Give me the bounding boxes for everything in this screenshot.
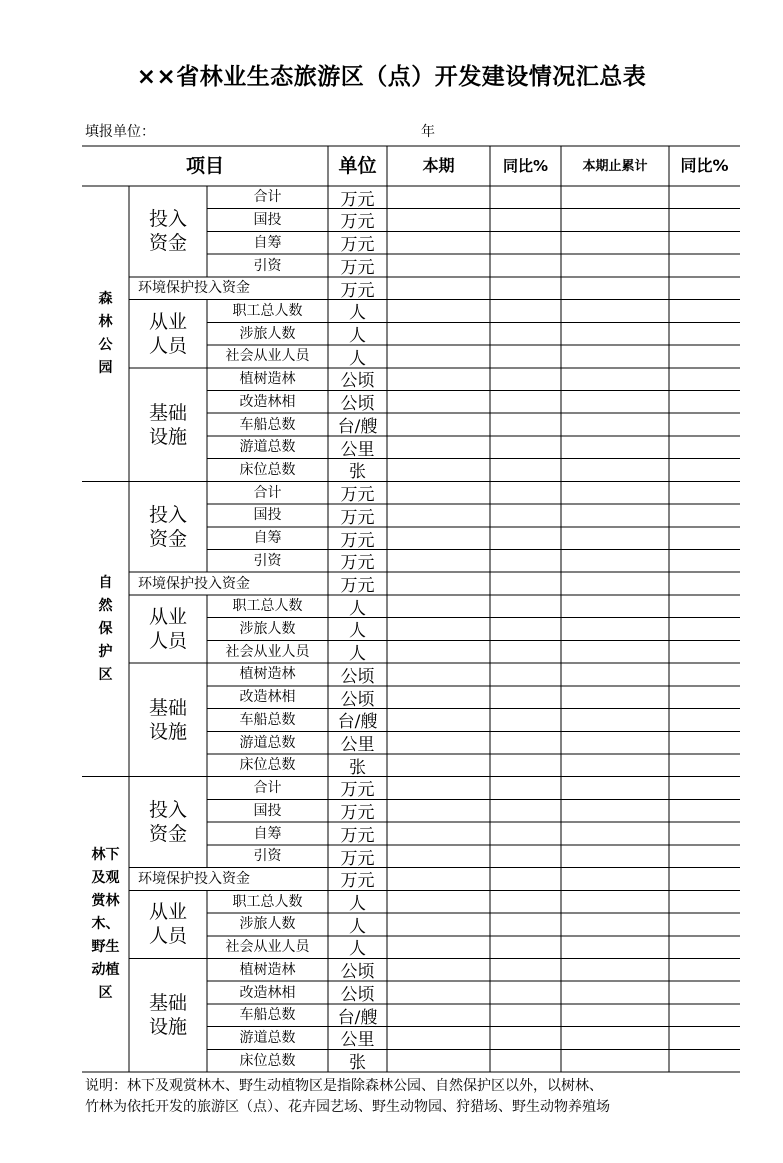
yoy-cumulative-value[interactable] [669, 572, 740, 595]
cumulative-value[interactable] [561, 550, 669, 573]
current-value[interactable] [387, 300, 490, 323]
current-value[interactable] [387, 186, 490, 209]
unit-cell: 人 [349, 326, 366, 346]
group-label: 森 林 公 园 [98, 290, 113, 376]
unit-cell: 人 [349, 644, 366, 664]
cumulative-value[interactable] [561, 868, 669, 891]
current-value[interactable] [387, 209, 490, 232]
category-investment: 投入 资金 [148, 208, 187, 255]
yoy-value[interactable] [490, 527, 561, 550]
unit-cell: 万元 [340, 871, 375, 891]
cumulative-value[interactable] [561, 686, 669, 709]
yoy-cumulative-value[interactable] [669, 913, 740, 936]
item-label: 游道总数 [239, 734, 296, 751]
yoy-cumulative-value[interactable] [669, 1027, 740, 1050]
current-value[interactable] [387, 572, 490, 595]
yoy-value[interactable] [490, 390, 561, 413]
yoy-value[interactable] [490, 799, 561, 822]
current-value[interactable] [387, 890, 490, 913]
yoy-cumulative-value[interactable] [669, 1004, 740, 1027]
yoy-value[interactable] [490, 481, 561, 504]
cumulative-value[interactable] [561, 777, 669, 800]
yoy-cumulative-value[interactable] [669, 845, 740, 868]
item-label: 职工总人数 [232, 598, 303, 615]
current-value[interactable] [387, 231, 490, 254]
cumulative-value[interactable] [561, 254, 669, 277]
current-value[interactable] [387, 913, 490, 936]
yoy-cumulative-value[interactable] [669, 459, 740, 482]
unit-cell: 公顷 [340, 394, 375, 414]
category-infrastructure: 基础 设施 [148, 696, 187, 743]
item-label: 环境保护投入资金 [138, 870, 250, 887]
yoy-value[interactable] [490, 640, 561, 663]
unit-cell: 公顷 [340, 962, 375, 982]
item-label: 引资 [253, 257, 282, 274]
group-label: 自 然 保 护 区 [98, 574, 113, 683]
unit-cell: 万元 [340, 189, 375, 209]
cumulative-value[interactable] [561, 981, 669, 1004]
item-label: 游道总数 [239, 1029, 296, 1046]
cumulative-value[interactable] [561, 322, 669, 345]
current-value[interactable] [387, 481, 490, 504]
yoy-cumulative-value[interactable] [669, 754, 740, 777]
unit-cell: 张 [349, 757, 366, 777]
current-value[interactable] [387, 1049, 490, 1072]
item-label: 涉旅人数 [239, 325, 296, 342]
yoy-value[interactable] [490, 754, 561, 777]
unit-cell: 万元 [340, 257, 375, 277]
current-value[interactable] [387, 822, 490, 845]
cumulative-value[interactable] [561, 209, 669, 232]
yoy-value[interactable] [490, 1049, 561, 1072]
yoy-value[interactable] [490, 1027, 561, 1050]
unit-cell: 万元 [340, 280, 375, 300]
yoy-cumulative-value[interactable] [669, 890, 740, 913]
yoy-value[interactable] [490, 231, 561, 254]
item-label: 车船总数 [239, 1007, 296, 1024]
header-current: 本期 [422, 156, 455, 175]
item-label: 引资 [253, 552, 282, 569]
unit-cell: 万元 [340, 530, 375, 550]
yoy-value[interactable] [490, 572, 561, 595]
category-staff: 从业 人员 [148, 310, 187, 357]
item-label: 国投 [253, 507, 282, 524]
unit-cell: 人 [349, 621, 366, 641]
current-value[interactable] [387, 413, 490, 436]
item-label: 植树造林 [239, 371, 296, 388]
header-yoy: 同比% [502, 156, 549, 175]
current-value[interactable] [387, 777, 490, 800]
yoy-value[interactable] [490, 595, 561, 618]
current-value[interactable] [387, 731, 490, 754]
category-staff: 从业 人员 [148, 606, 187, 653]
item-label: 国投 [253, 802, 282, 819]
page-title: ××省林业生态旅游区（点）开发建设情况汇总表 [136, 64, 647, 90]
unit-cell: 万元 [340, 575, 375, 595]
current-value[interactable] [387, 1027, 490, 1050]
current-value[interactable] [387, 322, 490, 345]
yoy-cumulative-value[interactable] [669, 413, 740, 436]
unit-cell: 公里 [340, 734, 375, 754]
current-value[interactable] [387, 527, 490, 550]
current-value[interactable] [387, 799, 490, 822]
unit-cell: 万元 [340, 825, 375, 845]
note-line-1: 说明：林下及观赏林木、野生动植物区是指除森林公园、自然保护区以外，以树林、 [85, 1078, 603, 1094]
cumulative-value[interactable] [561, 845, 669, 868]
group-label: 林下 及观 赏林 木、 野生 动植 区 [91, 846, 120, 1001]
yoy-value[interactable] [490, 731, 561, 754]
current-value[interactable] [387, 868, 490, 891]
cumulative-value[interactable] [561, 731, 669, 754]
current-value[interactable] [387, 709, 490, 732]
current-value[interactable] [387, 958, 490, 981]
item-label: 涉旅人数 [239, 621, 296, 638]
unit-cell: 万元 [340, 780, 375, 800]
item-label: 床位总数 [239, 1052, 296, 1069]
yoy-cumulative-value[interactable] [669, 981, 740, 1004]
cumulative-value[interactable] [561, 595, 669, 618]
unit-cell: 公里 [340, 439, 375, 459]
header-cumulative: 本期止累计 [582, 158, 648, 174]
cumulative-value[interactable] [561, 936, 669, 959]
header-item: 项目 [185, 154, 224, 177]
item-label: 植树造林 [239, 666, 296, 683]
unit-cell: 公顷 [340, 984, 375, 1004]
unit-cell: 人 [349, 303, 366, 323]
item-label: 国投 [253, 212, 282, 229]
cumulative-value[interactable] [561, 527, 669, 550]
item-label: 自筹 [253, 530, 282, 547]
yoy-value[interactable] [490, 277, 561, 300]
yoy-value[interactable] [490, 709, 561, 732]
cumulative-value[interactable] [561, 663, 669, 686]
unit-cell: 公顷 [340, 371, 375, 391]
current-value[interactable] [387, 368, 490, 391]
item-label: 自筹 [253, 234, 282, 251]
item-label: 植树造林 [239, 961, 296, 978]
item-label: 游道总数 [239, 439, 296, 456]
yoy-cumulative-value[interactable] [669, 390, 740, 413]
item-label: 改造林相 [239, 689, 296, 706]
yoy-value[interactable] [490, 254, 561, 277]
yoy-value[interactable] [490, 981, 561, 1004]
yoy-cumulative-value[interactable] [669, 277, 740, 300]
current-value[interactable] [387, 936, 490, 959]
cumulative-value[interactable] [561, 481, 669, 504]
unit-cell: 人 [349, 598, 366, 618]
unit-cell: 人 [349, 894, 366, 914]
unit-cell: 万元 [340, 212, 375, 232]
item-label: 社会从业人员 [225, 939, 310, 956]
current-value[interactable] [387, 254, 490, 277]
unit-cell: 公顷 [340, 689, 375, 709]
item-label: 环境保护投入资金 [138, 280, 250, 297]
item-label: 合计 [253, 189, 282, 206]
current-value[interactable] [387, 459, 490, 482]
yoy-value[interactable] [490, 868, 561, 891]
yoy-value[interactable] [490, 936, 561, 959]
current-value[interactable] [387, 640, 490, 663]
current-value[interactable] [387, 686, 490, 709]
cumulative-value[interactable] [561, 413, 669, 436]
cumulative-value[interactable] [561, 958, 669, 981]
yoy-value[interactable] [490, 209, 561, 232]
yoy-value[interactable] [490, 300, 561, 323]
cumulative-value[interactable] [561, 754, 669, 777]
cumulative-value[interactable] [561, 300, 669, 323]
item-label: 合计 [253, 780, 282, 797]
cumulative-value[interactable] [561, 618, 669, 641]
current-value[interactable] [387, 436, 490, 459]
yoy-cumulative-value[interactable] [669, 504, 740, 527]
current-value[interactable] [387, 277, 490, 300]
yoy-cumulative-value[interactable] [669, 527, 740, 550]
unit-cell: 万元 [340, 485, 375, 505]
header-yoy-cumulative: 同比% [680, 156, 729, 175]
yoy-cumulative-value[interactable] [669, 368, 740, 391]
current-value[interactable] [387, 595, 490, 618]
current-value[interactable] [387, 390, 490, 413]
unit-cell: 张 [349, 462, 366, 482]
yoy-cumulative-value[interactable] [669, 731, 740, 754]
unit-cell: 人 [349, 916, 366, 936]
unit-cell: 万元 [340, 507, 375, 527]
cumulative-value[interactable] [561, 345, 669, 368]
category-investment: 投入 资金 [148, 503, 187, 550]
item-label: 职工总人数 [232, 893, 303, 910]
item-label: 合计 [253, 484, 282, 501]
yoy-value[interactable] [490, 186, 561, 209]
yoy-value[interactable] [490, 845, 561, 868]
cumulative-value[interactable] [561, 368, 669, 391]
cumulative-value[interactable] [561, 231, 669, 254]
cumulative-value[interactable] [561, 436, 669, 459]
cumulative-value[interactable] [561, 709, 669, 732]
cumulative-value[interactable] [561, 1004, 669, 1027]
report-year-label: 年 [421, 124, 435, 140]
yoy-value[interactable] [490, 663, 561, 686]
item-label: 环境保护投入资金 [138, 575, 250, 592]
yoy-cumulative-value[interactable] [669, 663, 740, 686]
current-value[interactable] [387, 845, 490, 868]
yoy-value[interactable] [490, 686, 561, 709]
current-value[interactable] [387, 663, 490, 686]
yoy-cumulative-value[interactable] [669, 686, 740, 709]
unit-cell: 台/艘 [337, 1007, 378, 1027]
item-label: 自筹 [253, 825, 282, 842]
cumulative-value[interactable] [561, 459, 669, 482]
category-staff: 从业 人员 [148, 901, 187, 948]
unit-cell: 人 [349, 939, 366, 959]
yoy-value[interactable] [490, 958, 561, 981]
cumulative-value[interactable] [561, 186, 669, 209]
yoy-value[interactable] [490, 368, 561, 391]
cumulative-value[interactable] [561, 913, 669, 936]
current-value[interactable] [387, 550, 490, 573]
yoy-cumulative-value[interactable] [669, 209, 740, 232]
note-line-2: 竹林为依托开发的旅游区（点）、花卉园艺场、野生动物园、狩猎场、野生动物养殖场 [85, 1099, 610, 1115]
item-label: 社会从业人员 [225, 643, 310, 660]
yoy-cumulative-value[interactable] [669, 618, 740, 641]
current-value[interactable] [387, 345, 490, 368]
item-label: 涉旅人数 [239, 916, 296, 933]
current-value[interactable] [387, 981, 490, 1004]
unit-cell: 人 [349, 348, 366, 368]
yoy-value[interactable] [490, 550, 561, 573]
yoy-cumulative-value[interactable] [669, 186, 740, 209]
yoy-cumulative-value[interactable] [669, 868, 740, 891]
yoy-cumulative-value[interactable] [669, 936, 740, 959]
item-label: 职工总人数 [232, 302, 303, 319]
cumulative-value[interactable] [561, 504, 669, 527]
yoy-value[interactable] [490, 436, 561, 459]
yoy-cumulative-value[interactable] [669, 958, 740, 981]
yoy-cumulative-value[interactable] [669, 1049, 740, 1072]
yoy-value[interactable] [490, 504, 561, 527]
item-label: 引资 [253, 848, 282, 865]
item-label: 车船总数 [239, 711, 296, 728]
yoy-value[interactable] [490, 777, 561, 800]
table-note [85, 1076, 775, 1118]
current-value[interactable] [387, 618, 490, 641]
cumulative-value[interactable] [561, 1027, 669, 1050]
item-label: 床位总数 [239, 757, 296, 774]
unit-cell: 万元 [340, 803, 375, 823]
yoy-cumulative-value[interactable] [669, 595, 740, 618]
yoy-value[interactable] [490, 459, 561, 482]
yoy-cumulative-value[interactable] [669, 345, 740, 368]
report-unit-label: 填报单位： [85, 124, 155, 140]
unit-cell: 台/艘 [337, 712, 378, 732]
unit-cell: 张 [349, 1053, 366, 1073]
yoy-value[interactable] [490, 413, 561, 436]
yoy-cumulative-value[interactable] [669, 300, 740, 323]
category-investment: 投入 资金 [148, 799, 187, 846]
yoy-cumulative-value[interactable] [669, 322, 740, 345]
item-label: 床位总数 [239, 461, 296, 478]
current-value[interactable] [387, 1004, 490, 1027]
yoy-cumulative-value[interactable] [669, 822, 740, 845]
cumulative-value[interactable] [561, 799, 669, 822]
current-value[interactable] [387, 754, 490, 777]
yoy-value[interactable] [490, 618, 561, 641]
item-label: 社会从业人员 [225, 348, 310, 365]
yoy-value[interactable] [490, 345, 561, 368]
cumulative-value[interactable] [561, 572, 669, 595]
yoy-cumulative-value[interactable] [669, 640, 740, 663]
unit-cell: 万元 [340, 848, 375, 868]
yoy-value[interactable] [490, 913, 561, 936]
yoy-value[interactable] [490, 822, 561, 845]
unit-cell: 公里 [340, 1030, 375, 1050]
yoy-value[interactable] [490, 890, 561, 913]
yoy-value[interactable] [490, 322, 561, 345]
yoy-cumulative-value[interactable] [669, 799, 740, 822]
cumulative-value[interactable] [561, 640, 669, 663]
category-infrastructure: 基础 设施 [148, 992, 187, 1039]
category-infrastructure: 基础 设施 [148, 401, 187, 448]
unit-cell: 公顷 [340, 666, 375, 686]
yoy-value[interactable] [490, 1004, 561, 1027]
cumulative-value[interactable] [561, 277, 669, 300]
yoy-cumulative-value[interactable] [669, 550, 740, 573]
cumulative-value[interactable] [561, 1049, 669, 1072]
cumulative-value[interactable] [561, 390, 669, 413]
yoy-cumulative-value[interactable] [669, 436, 740, 459]
unit-cell: 万元 [340, 235, 375, 255]
yoy-cumulative-value[interactable] [669, 481, 740, 504]
cumulative-value[interactable] [561, 890, 669, 913]
item-label: 改造林相 [239, 984, 296, 1001]
cumulative-value[interactable] [561, 822, 669, 845]
header-unit: 单位 [338, 154, 377, 177]
yoy-cumulative-value[interactable] [669, 709, 740, 732]
item-label: 车船总数 [239, 416, 296, 433]
item-label: 改造林相 [239, 393, 296, 410]
current-value[interactable] [387, 504, 490, 527]
unit-cell: 台/艘 [337, 416, 378, 436]
yoy-cumulative-value[interactable] [669, 777, 740, 800]
unit-cell: 万元 [340, 553, 375, 573]
yoy-cumulative-value[interactable] [669, 254, 740, 277]
yoy-cumulative-value[interactable] [669, 231, 740, 254]
